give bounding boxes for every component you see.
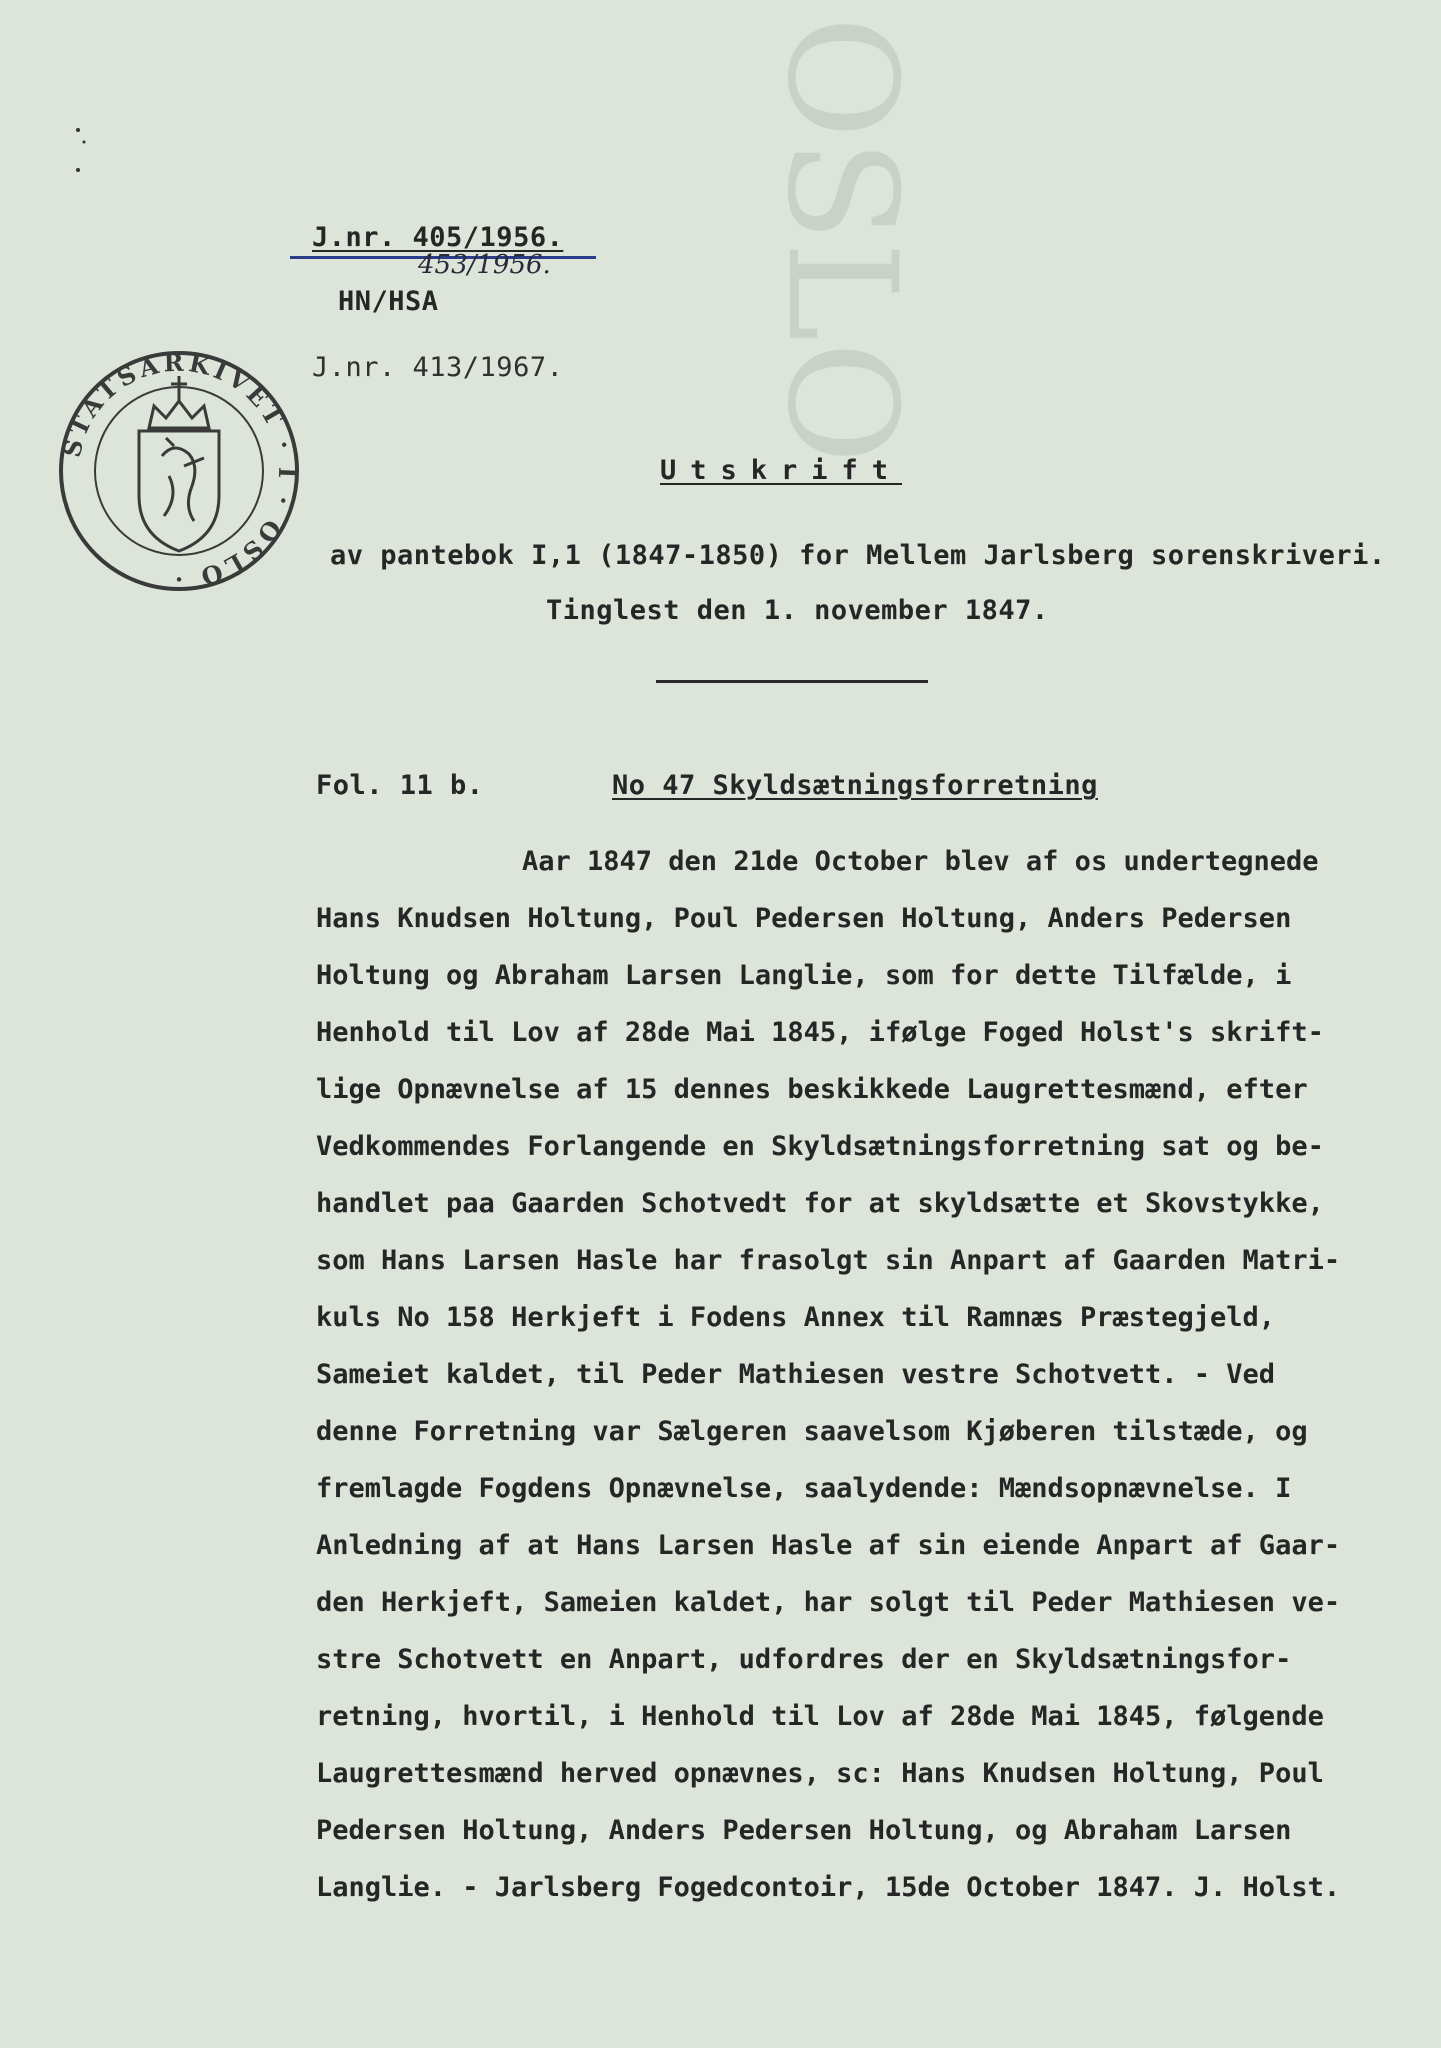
body-line: Hans Knudsen Holtung, Poul Pedersen Holtung, Anders Pedersen [316,903,1292,934]
body-line: Vedkommendes Forlangende en Skyldsætningsforretning sat og be- [316,1131,1324,1162]
body-line: Holtung og Abraham Larsen Langlie, som for dette Tilfælde, i [316,960,1292,991]
body-line: Pedersen Holtung, Anders Pedersen Holtung, og Abraham Larsen [316,1815,1292,1846]
body-line: lige Opnævnelse af 15 dennes beskikkede Laugrettesmænd, efter [316,1074,1308,1105]
body-line: Aar 1847 den 21de October blev af os undertegnede [522,846,1319,877]
body-line: Anledning af at Hans Larsen Hasle af sin eiende Anpart af Gaar- [316,1530,1341,1561]
margin-dots [72,122,92,182]
folio-reference: Fol. 11 b. [316,770,484,801]
body-line: Laugrettesmænd herved opnævnes, sc: Hans Knudsen Holtung, Poul [316,1758,1324,1789]
separator-rule [656,680,928,683]
body-line: Langlie. - Jarlsberg Fogedcontoir, 15de October 1847. J. Holst. [316,1872,1341,1903]
body-line: som Hans Larsen Hasle har frasolgt sin Anpart af Gaarden Matri- [316,1245,1341,1276]
body-line: retning, hvortil, i Henhold til Lov af 28de Mai 1845, følgende [316,1701,1324,1732]
archive-stamp-seal [54,346,304,596]
journal-number-handwritten: 453/1956. [418,250,551,280]
entry-heading: No 47 Skyldsætningsforretning [612,770,1098,801]
body-line: handlet paa Gaarden Schotvedt for at skyldsætte et Skovstykke, [316,1188,1324,1219]
svg-text:STATSARKIVET · I · OSLO ·: STATSARKIVET · I · OSLO · [56,347,303,595]
journal-number-2: J.nr. 413/1967. [312,352,564,383]
body-line: stre Schotvett en Anpart, udfordres der en Skyldsætningsfor- [316,1644,1292,1675]
body-line: kuls No 158 Herkjeft i Fodens Annex til Ramnæs Præstegjeld, [316,1302,1276,1333]
svg-text:OSLO: OSLO [754,15,928,465]
body-line: den Herkjeft, Sameien kaldet, har solgt til Peder Mathiesen ve- [316,1587,1341,1618]
document-title: Utskrift [660,455,903,486]
body-line: fremlagde Fogdens Opnævnelse, saalydende: Mændsopnævnelse. I [316,1473,1292,1504]
body-line: Henhold til Lov af 28de Mai 1845, ifølge Foged Holst's skrift- [316,1017,1324,1048]
body-line: Sameiet kaldet, til Peder Mathiesen vestre Schotvett. - Ved [316,1359,1276,1390]
journal-number-1: J.nr. 405/1956. [312,222,564,253]
registration-date: Tinglest den 1. november 1847. [546,595,1049,626]
source-line: av pantebok I,1 (1847-1850) for Mellem Jarlsberg sorenskriveri. [330,540,1386,571]
initials: HN/HSA [338,286,439,317]
body-line: denne Forretning var Sælgeren saavelsom Kjøberen tilstæde, og [316,1416,1308,1447]
